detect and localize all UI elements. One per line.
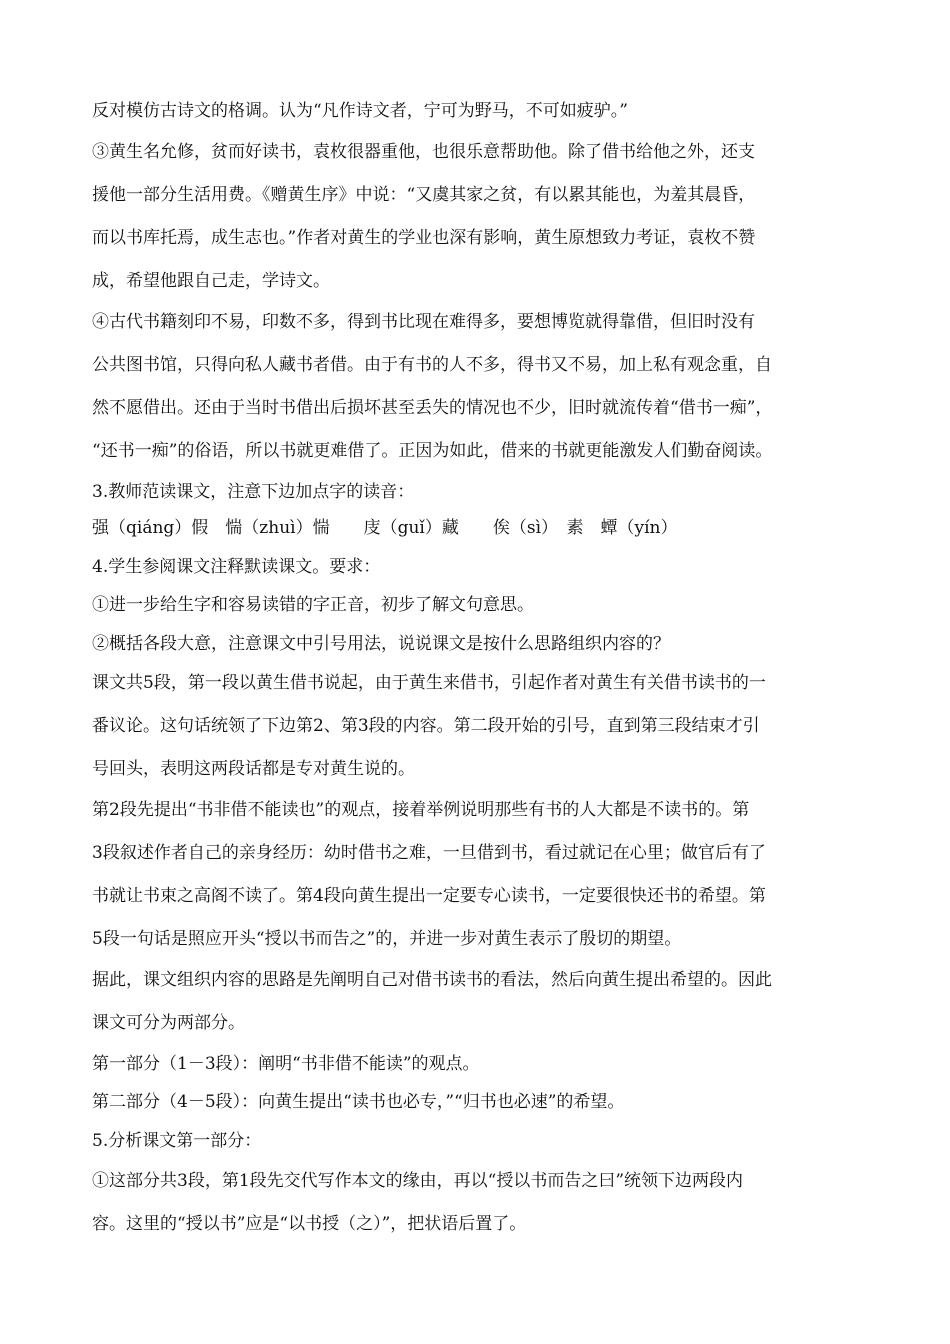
text-line: 公共图书馆，只得向私人藏书者借。由于有书的人不多，得书又不易，加上私有观念重，自 bbox=[92, 355, 772, 375]
text-line: 容。这里的“授以书”应是“以书授（之）”，把状语后置了。 bbox=[92, 1214, 527, 1234]
text-line: 书就让书束之高阁不读了。第4段向黄生提出一定要专心读书，一定要很快还书的希望。第 bbox=[92, 886, 766, 906]
text-line: 4.学生参阅课文注释默读课文。要求： bbox=[92, 557, 381, 577]
text-line: 第二部分（4－5段）：向黄生提出“读书也必专，”“归书也必速”的希望。 bbox=[92, 1092, 625, 1112]
text-line: 反对模仿古诗文的格调。认为“凡作诗文者，宁可为野马，不可如疲驴。” bbox=[92, 101, 628, 121]
text-line: 成，希望他跟自己走，学诗文。 bbox=[92, 271, 330, 291]
text-line: 号回头，表明这两段话都是专对黄生说的。 bbox=[92, 759, 415, 779]
text-line: 3段叙述作者自己的亲身经历：幼时借书之难，一旦借到书，看过就记在心里；做官后有了 bbox=[92, 843, 766, 863]
text-line: 第一部分（1－3段）：阐明“书非借不能读”的观点。 bbox=[92, 1054, 480, 1074]
text-line: 课文可分为两部分。 bbox=[92, 1013, 245, 1033]
text-line: 然不愿借出。还由于当时书借出后损坏甚至丢失的情况也不少，旧时就流传着“借书一痴”， bbox=[92, 398, 773, 418]
text-line: 据此，课文组织内容的思路是先阐明自己对借书读书的看法，然后向黄生提出希望的。因此 bbox=[92, 970, 772, 990]
text-line: “还书一痴”的俗语，所以书就更难借了。正因为如此，借来的书就更能激发人们勤奋阅读。 bbox=[92, 441, 773, 461]
text-line: 强（qiáng）假 惴（zhuì）惴 庋（guǐ）藏 俟（sì） 素 蟫（yín） bbox=[92, 518, 678, 538]
text-line: ①这部分共3段，第1段先交代写作本文的缘由，再以“授以书而告之曰”统领下边两段内 bbox=[92, 1171, 744, 1191]
text-line: ①进一步给生字和容易读错的字正音，初步了解文句意思。 bbox=[92, 595, 534, 615]
text-line: 5段一句话是照应开头“授以书而告之”的，并进一步对黄生表示了殷切的期望。 bbox=[92, 929, 682, 949]
text-line: 5.分析课文第一部分： bbox=[92, 1131, 262, 1151]
text-line: ②概括各段大意，注意课文中引号用法，说说课文是按什么思路组织内容的？ bbox=[92, 634, 670, 654]
text-line: ④古代书籍刻印不易，印数不多，得到书比现在难得多，要想博览就得靠借，但旧时没有 bbox=[92, 312, 755, 332]
text-line: ③黄生名允修，贫而好读书，袁枚很器重他，也很乐意帮助他。除了借书给他之外，还支 bbox=[92, 142, 755, 162]
text-line: 第2段先提出“书非借不能读也”的观点，接着举例说明那些有书的人大都是不读书的。第 bbox=[92, 800, 750, 820]
text-line: 3.教师范读课文，注意下边加点字的读音： bbox=[92, 482, 415, 502]
text-line: 而以书库托焉，成生志也。”作者对黄生的学业也深有影响，黄生原想致力考证，袁枚不赞 bbox=[92, 228, 756, 248]
text-line: 课文共5段，第一段以黄生借书说起，由于黄生来借书，引起作者对黄生有关借书读书的一 bbox=[92, 673, 766, 693]
text-line: 番议论。这句话统领了下边第2、第3段的内容。第二段开始的引号，直到第三段结束才引 bbox=[92, 716, 760, 736]
text-line: 援他一部分生活用费。《赠黄生序》中说：“又虞其家之贫，有以累其能也，为羞其晨昏， bbox=[92, 185, 756, 205]
